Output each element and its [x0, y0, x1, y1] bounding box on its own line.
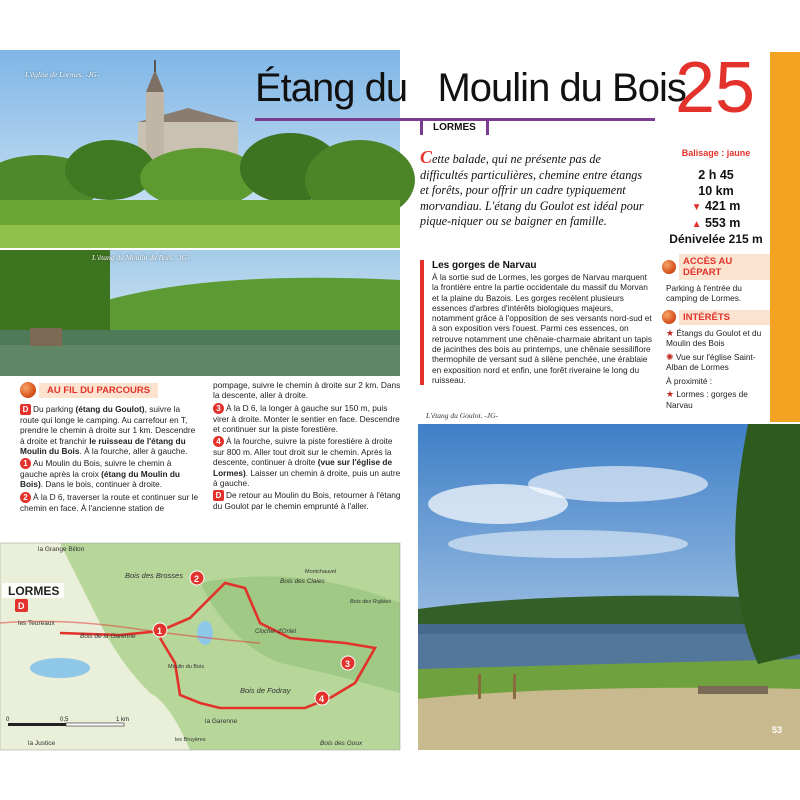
interet-1 — [662, 328, 770, 349]
map-label-brosses: Bois des Brosses — [125, 571, 183, 580]
church-photo-caption: L'église de Lormes. -JG- — [25, 70, 100, 79]
step-d-bold-1: (étang du Goulot) — [75, 404, 145, 414]
altitude-min — [662, 199, 770, 216]
step-4 — [213, 436, 401, 488]
step-marker-3: 3 — [213, 403, 224, 414]
orange-side-strip — [770, 52, 800, 422]
page-number: 53 — [772, 725, 783, 735]
interet-2 — [662, 352, 770, 373]
lake-photo-image — [0, 250, 400, 376]
lake-photo — [0, 250, 400, 376]
triangle-down-icon: ▼ — [691, 202, 702, 213]
map-label-garenne-bois: Bois de la Garenne — [80, 633, 136, 640]
map-label-grange-billon: la Grange Billon — [38, 546, 85, 553]
route-number: 25 — [675, 48, 756, 128]
map-label-rojlees: Bois des Rojlées — [350, 599, 391, 605]
step-marker-1: 1 — [20, 458, 31, 469]
map-marker-d-label: D — [18, 601, 25, 611]
orange-ball-icon — [662, 310, 676, 324]
map-marker-3-label: 3 — [345, 659, 351, 669]
map-scale-half: 0,5 — [60, 717, 69, 723]
parcours-column-2 — [213, 380, 401, 514]
triangle-up-icon: ▲ — [691, 218, 702, 230]
intro-paragraph — [420, 147, 645, 230]
duration: 2 h 45 — [698, 168, 734, 182]
interets-heading-label: INTÉRÊTS — [679, 310, 770, 325]
gorges-box — [420, 260, 652, 385]
step-d-return — [213, 490, 401, 511]
page-title: Étang du Moulin du Bois — [255, 66, 686, 110]
altitude-max — [662, 216, 770, 233]
goulot-photo — [418, 411, 800, 750]
parcours-heading — [20, 382, 158, 398]
map-label-moulin-du-bois: Moulin du Bois — [168, 664, 205, 670]
altitude-max-value: 553 m — [704, 215, 741, 230]
step-2-continued: pompage, suivre le chemin à droite sur 2 km. Dans la descente, aller à droite. — [213, 380, 401, 401]
step-d-text-1: Du parking — [33, 404, 76, 414]
step-3 — [213, 403, 401, 435]
map-scale-0: 0 — [6, 717, 10, 723]
balisage: Balisage : jaune — [681, 148, 751, 158]
map-marker-4-label: 4 — [319, 694, 325, 704]
step-marker-d: D — [20, 404, 31, 415]
step-4-bold: (vue sur l'église de Lormes) — [213, 457, 393, 478]
interet-2-text: Vue sur l'église Saint-Alban de Lormes — [666, 351, 756, 372]
map-marker-2 — [190, 571, 204, 585]
parcours-column-1 — [20, 404, 200, 515]
step-d-text-3: . À la fourche, aller à gauche. — [79, 445, 188, 456]
distance: 10 km — [698, 183, 734, 198]
step-d — [20, 404, 200, 456]
parcours-heading-label: AU FIL DU PARCOURS — [39, 383, 158, 398]
step-2-text: À la D 6, traverser la route et continuer sur le chemin en face. À l'ancienne station de — [20, 491, 199, 513]
acces-heading — [662, 254, 770, 280]
map-label-teureaux: les Teureaux — [18, 620, 55, 627]
map-label-montchauvel: Montchauvel — [305, 569, 337, 575]
map-marker-1 — [153, 623, 167, 637]
step-d-bold-2: le ruisseau de l'étang du Moulin du Bois — [20, 435, 186, 456]
interets-heading — [662, 310, 770, 325]
denivele: Dénivelée 215 m — [669, 232, 763, 246]
map-marker-1-label: 1 — [157, 626, 163, 636]
map-marker-d — [15, 599, 28, 612]
map-town-lormes: LORMES — [8, 584, 60, 598]
map-label-la-garenne: la Garenne — [205, 718, 238, 725]
map-scale-1km: 1 km — [116, 717, 130, 723]
proximite — [662, 389, 770, 410]
map-marker-3 — [341, 656, 355, 670]
gorges-title: Les gorges de Narvau — [432, 260, 537, 271]
intro-text: ette balade, qui ne présente pas de difficultés particulières, chemine entre étangs et forêts, pour offrir un cadre typiquement morvandiau. L'étang du Goulot est idéal pour pique-niquer ou se baigner en famille. — [420, 152, 644, 228]
route-map-image — [0, 543, 400, 750]
proximite-label: À proximité : — [666, 375, 713, 386]
side-info — [662, 148, 770, 410]
step-d-text-2: , suivre la route qui longe le camping. Au carrefour en T, prendre le chemin à droite sur 1 km. Descendre à droite et franchir — [20, 404, 196, 446]
star-icon: ★ — [666, 389, 675, 399]
orange-ball-icon — [20, 382, 36, 398]
route-map — [0, 543, 400, 750]
viewpoint-icon: ✺ — [666, 351, 674, 362]
map-label-justice: la Justice — [28, 740, 56, 747]
commune-label: LORMES — [420, 121, 489, 135]
title-bar — [255, 62, 686, 122]
step-4-text-1: À la fourche, suivre la piste forestière à droite sur 800 m. Aller tout droit sur le chemin. Après la descente, continuer à droite — [213, 436, 393, 468]
step-4-text-2: . Laisser un chemin à droite, puis un autre à gauche. — [213, 467, 401, 489]
step-d-return-text: De retour au Moulin du Bois, retourner à l'étang du Goulot par le chemin emprunté à l'aller. — [213, 490, 401, 512]
step-1-text-2: . Dans le bois, continuer à droite. — [40, 479, 163, 490]
acces-heading-label: ACCÈS AU DÉPART — [679, 254, 770, 280]
interet-1-text: Étangs du Goulot et du Moulin des Bois — [666, 327, 762, 348]
map-marker-2-label: 2 — [194, 574, 200, 584]
gorges-text: À la sortie sud de Lormes, les gorges de Narvau marquent la frontière entre la partie occidentale du massif du Morvan et la plaine du Bazois. Les gorges recèlent plusieurs essences d'arbres d'intérêts biologiques majeurs, notamment grâce à l'opposition de ses versants nord-sud et à son exposition vers l'ouest. Parmi ces essences, on retrouve notamment une chênaie-charmaie abritant un tapis de jacinthes des bois au printemps, une chênaie sessiliflore thermophile de versant sud à silène penchée, une érablaie en exposition nord et enfin, une forêt riveraine le long du ruisseau. — [432, 272, 652, 385]
intro-dropcap: C — [420, 147, 433, 167]
lake-photo-caption: L'étang du Moulin du Bois. -JG- — [92, 253, 190, 262]
map-label-clocher: Clocher d'Onlet — [255, 629, 297, 635]
orange-ball-icon — [662, 260, 676, 274]
step-marker-d-return: D — [213, 490, 224, 501]
step-3-text: À la D 6, la longer à gauche sur 150 m, puis virer à droite. Monter le sentier en face. Descendre et continuer sur la piste forestière. — [213, 402, 400, 434]
step-1-text-1: Au Moulin du Bois, suivre le chemin à gauche après la croix — [20, 458, 172, 480]
map-label-fodray: Bois de Fodray — [240, 686, 291, 695]
star-icon: ★ — [666, 327, 675, 338]
step-marker-4: 4 — [213, 436, 224, 447]
step-marker-2: 2 — [20, 492, 31, 503]
altitude-min-value: 421 m — [704, 199, 741, 213]
goulot-photo-caption: L'étang du Goulot. -JG- — [426, 411, 499, 420]
step-2 — [20, 492, 200, 513]
goulot-photo-image — [418, 424, 800, 750]
map-label-goux: Bois des Goux — [320, 740, 363, 747]
acces-text: Parking à l'entrée du camping de Lormes. — [666, 282, 742, 303]
map-label-bruyeres: les Bruyères — [175, 737, 206, 743]
proximite-text: Lormes : gorges de Narvau — [666, 389, 748, 410]
map-marker-4 — [315, 691, 329, 705]
step-1 — [20, 458, 200, 490]
step-1-bold: (étang du Moulin du Bois) — [20, 469, 180, 490]
map-label-claies: Bois des Claies — [280, 578, 325, 585]
